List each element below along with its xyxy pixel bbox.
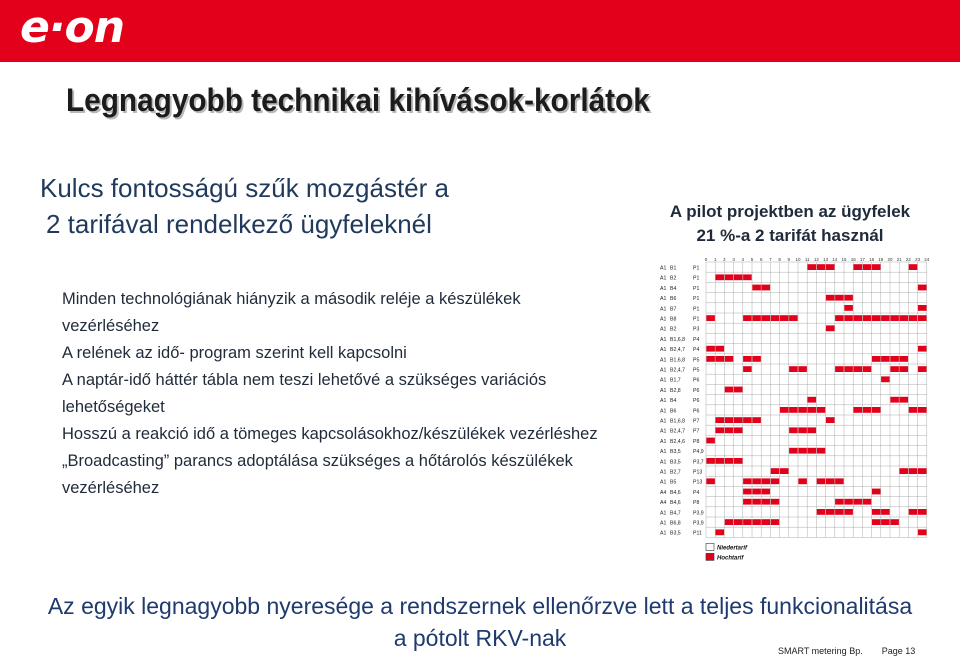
hour-label: 4 (741, 257, 745, 262)
row-label: B1,6,8 (670, 418, 685, 425)
hochtarif-cell (734, 519, 743, 525)
hochtarif-cell (743, 356, 752, 362)
row-label: B4,6 (670, 500, 681, 507)
hochtarif-cell (854, 499, 863, 505)
row-label: A1 (660, 408, 667, 415)
row-label: P8 (693, 438, 700, 445)
row-label: A1 (660, 479, 667, 486)
bullet-list (62, 286, 652, 502)
hochtarif-cell (890, 315, 899, 321)
hochtarif-cell (826, 264, 835, 270)
row-label: B2,4,7 (670, 367, 685, 374)
hochtarif-cell (716, 356, 725, 362)
row-label: B8 (670, 316, 677, 323)
hochtarif-cell (798, 366, 807, 372)
hochtarif-cell (752, 478, 761, 484)
hour-label: 13 (823, 257, 829, 262)
hochtarif-cell (900, 397, 909, 403)
row-label: A4 (660, 489, 667, 496)
pilot-line-2: 21 %-a 2 tarifát használ (696, 226, 884, 245)
hochtarif-cell (826, 325, 835, 331)
legend-niedertarif: Niedertarif (717, 545, 748, 552)
hochtarif-cell (780, 468, 789, 474)
row-label: P1 (693, 265, 700, 272)
hour-label: 3 (732, 257, 735, 262)
row-label: P6 (693, 387, 700, 394)
hochtarif-cell (817, 407, 826, 413)
hochtarif-cell (743, 366, 752, 372)
hochtarif-cell (734, 274, 743, 280)
hochtarif-cell (826, 509, 835, 515)
hochtarif-cell (909, 468, 918, 474)
row-label: P7 (693, 428, 700, 435)
hochtarif-cell (808, 397, 817, 403)
row-label: P5 (693, 357, 700, 364)
hochtarif-cell (863, 366, 872, 372)
row-label: P4 (693, 336, 700, 343)
hochtarif-cell (725, 387, 734, 393)
hochtarif-cell (752, 417, 761, 423)
hochtarif-cell (752, 499, 761, 505)
hochtarif-cell (771, 468, 780, 474)
hochtarif-cell (798, 478, 807, 484)
hochtarif-cell (817, 478, 826, 484)
hochtarif-cell (725, 519, 734, 525)
hochtarif-cell (900, 315, 909, 321)
hochtarif-cell (798, 407, 807, 413)
hochtarif-cell (863, 315, 872, 321)
bullet-line: A naptár-idő háttér tábla nem teszi lehetővé a szükséges variációs (62, 371, 547, 389)
row-label: B1 (670, 265, 677, 272)
hochtarif-cell (808, 448, 817, 454)
row-label: P6 (693, 408, 700, 415)
row-label: A1 (660, 449, 667, 456)
hochtarif-cell (762, 478, 771, 484)
hochtarif-cell (771, 519, 780, 525)
row-label: P4 (693, 489, 700, 496)
hochtarif-cell (817, 509, 826, 515)
hochtarif-cell (762, 489, 771, 495)
hochtarif-cell (798, 448, 807, 454)
hour-label: 1 (713, 257, 717, 262)
footer-event: SMART metering Bp. (778, 646, 863, 656)
hochtarif-cell (872, 315, 881, 321)
row-label: B6 (670, 408, 677, 415)
row-label: P3,7 (693, 459, 704, 466)
hour-label: 24 (924, 257, 930, 262)
row-label: P1 (693, 296, 700, 303)
hochtarif-cell (789, 448, 798, 454)
row-label: P13 (693, 479, 703, 486)
row-label: P6 (693, 377, 700, 384)
pilot-caption (640, 200, 940, 248)
hochtarif-cell (780, 315, 789, 321)
conclusion-line-2: a pótolt RKV-nak (393, 625, 567, 651)
hochtarif-cell (854, 264, 863, 270)
hour-label: 21 (896, 257, 902, 262)
row-label: P1 (693, 285, 700, 292)
hochtarif-cell (780, 407, 789, 413)
row-label: A1 (660, 459, 667, 466)
row-label: B4 (670, 285, 677, 292)
row-label: P4,9 (693, 449, 704, 456)
row-label: A1 (660, 265, 667, 272)
row-label: B2 (670, 275, 677, 282)
hochtarif-cell (789, 315, 798, 321)
hochtarif-cell (854, 366, 863, 372)
row-label: A1 (660, 530, 667, 537)
row-label: B5 (670, 479, 677, 486)
hochtarif-cell (743, 274, 752, 280)
row-label: P3 (693, 326, 700, 333)
conclusion-line-1: Az egyik legnagyobb nyeresége a rendszernek ellenőrzve lett a teljes funkcionalitása (47, 593, 913, 619)
subtitle-line: 2 tarifával rendelkező ügyfeleknél (46, 209, 432, 239)
footer (778, 646, 915, 656)
hochtarif-cell (706, 315, 715, 321)
hour-label: 17 (859, 257, 865, 262)
hochtarif-cell (771, 499, 780, 505)
row-label: B1,6,8 (670, 336, 685, 343)
hochtarif-cell (909, 407, 918, 413)
row-label: P6 (693, 398, 700, 405)
hochtarif-cell (890, 397, 899, 403)
hochtarif-cell (900, 468, 909, 474)
hour-label: 15 (841, 257, 847, 262)
hochtarif-cell (734, 387, 743, 393)
row-label: A1 (660, 510, 667, 517)
conclusion (0, 590, 960, 654)
hochtarif-cell (872, 489, 881, 495)
hochtarif-cell (743, 478, 752, 484)
hochtarif-cell (808, 264, 817, 270)
hochtarif-cell (881, 376, 890, 382)
row-label: A1 (660, 326, 667, 333)
hochtarif-cell (716, 346, 725, 352)
hochtarif-cell (918, 346, 927, 352)
hochtarif-cell (835, 499, 844, 505)
tariff-schedule-svg (660, 256, 940, 566)
row-label: B4 (670, 398, 677, 405)
hochtarif-cell (900, 356, 909, 362)
hour-label: 11 (804, 257, 810, 262)
hochtarif-cell (817, 264, 826, 270)
row-label: B4,6 (670, 489, 681, 496)
hochtarif-cell (890, 519, 899, 525)
hour-label: 6 (759, 257, 763, 262)
hochtarif-cell (743, 315, 752, 321)
hour-label: 22 (905, 257, 911, 262)
row-label: B1,6,8 (670, 357, 685, 364)
hochtarif-cell (881, 315, 890, 321)
hochtarif-cell (817, 448, 826, 454)
hochtarif-cell (725, 417, 734, 423)
legend-hochtarif: Hochtarif (717, 555, 744, 562)
row-label: A1 (660, 367, 667, 374)
hochtarif-cell (835, 315, 844, 321)
hour-label: 12 (813, 257, 819, 262)
row-label: A4 (660, 500, 667, 507)
row-label: A1 (660, 306, 667, 313)
hochtarif-cell (734, 417, 743, 423)
hochtarif-cell (762, 285, 771, 291)
hochtarif-cell (716, 417, 725, 423)
hour-label: 14 (832, 257, 838, 262)
hochtarif-cell (716, 427, 725, 433)
row-label: B7 (670, 306, 677, 313)
row-label: A1 (660, 377, 667, 384)
bullet-line: Minden technológiának hiányzik a második reléje a készülékek (62, 290, 521, 308)
legend-swatch-niedertarif (706, 543, 714, 550)
hochtarif-cell (706, 356, 715, 362)
row-label: B1,7 (670, 377, 681, 384)
hochtarif-cell (752, 519, 761, 525)
hour-label: 19 (878, 257, 884, 262)
hochtarif-cell (725, 356, 734, 362)
footer-page: Page 13 (881, 646, 916, 656)
hochtarif-cell (762, 315, 771, 321)
hochtarif-cell (716, 274, 725, 280)
hochtarif-cell (918, 529, 927, 535)
hochtarif-cell (743, 499, 752, 505)
hochtarif-cell (918, 468, 927, 474)
row-label: B3,5 (670, 459, 681, 466)
hochtarif-cell (706, 346, 715, 352)
row-label: P7 (693, 418, 700, 425)
hochtarif-cell (826, 295, 835, 301)
hochtarif-cell (854, 315, 863, 321)
hochtarif-cell (881, 519, 890, 525)
hour-label: 10 (795, 257, 801, 262)
row-label: A1 (660, 520, 667, 527)
row-label: P13 (693, 469, 703, 476)
hochtarif-cell (890, 356, 899, 362)
eon-logo: e·on (20, 2, 125, 53)
hour-label: 23 (915, 257, 921, 262)
row-label: B2 (670, 326, 677, 333)
header-bar (0, 0, 960, 62)
hochtarif-cell (909, 509, 918, 515)
hochtarif-cell (789, 366, 798, 372)
tariff-schedule-table (660, 256, 940, 566)
hochtarif-cell (835, 478, 844, 484)
row-label: B2,4,7 (670, 428, 685, 435)
hochtarif-cell (844, 315, 853, 321)
hochtarif-cell (706, 478, 715, 484)
hochtarif-cell (918, 285, 927, 291)
hour-label: 16 (850, 257, 856, 262)
hochtarif-cell (918, 315, 927, 321)
hochtarif-cell (706, 438, 715, 444)
hochtarif-cell (808, 427, 817, 433)
row-label: P11 (693, 530, 702, 537)
row-label: A1 (660, 285, 667, 292)
row-label: B4,7 (670, 510, 681, 517)
row-label: A1 (660, 418, 667, 425)
hochtarif-cell (909, 264, 918, 270)
hochtarif-cell (716, 458, 725, 464)
hochtarif-cell (789, 427, 798, 433)
bullet-line: „Broadcasting” parancs adoptálása szükséges a hőtárolós készülékek (62, 452, 573, 470)
row-label: P3,9 (693, 510, 704, 517)
row-label: P8 (693, 500, 700, 507)
hochtarif-cell (872, 264, 881, 270)
row-label: P3,9 (693, 520, 704, 527)
bullet-line: vezérléséhez (62, 479, 160, 497)
hochtarif-cell (752, 285, 761, 291)
row-label: B2,4,6 (670, 438, 685, 445)
hochtarif-cell (835, 366, 844, 372)
hochtarif-cell (881, 509, 890, 515)
hochtarif-cell (808, 407, 817, 413)
row-label: A1 (660, 469, 667, 476)
hochtarif-cell (872, 407, 881, 413)
legend-swatch-hochtarif (706, 553, 714, 560)
hochtarif-cell (918, 407, 927, 413)
hochtarif-cell (725, 427, 734, 433)
row-label: P1 (693, 306, 700, 313)
hochtarif-cell (798, 427, 807, 433)
hochtarif-cell (762, 519, 771, 525)
hochtarif-cell (743, 489, 752, 495)
hochtarif-cell (826, 478, 835, 484)
hochtarif-cell (854, 407, 863, 413)
hochtarif-cell (734, 458, 743, 464)
hochtarif-cell (826, 417, 835, 423)
hochtarif-cell (844, 366, 853, 372)
hour-label: 7 (769, 257, 772, 262)
hochtarif-cell (863, 264, 872, 270)
row-label: B6,8 (670, 520, 681, 527)
pilot-line-1: A pilot projektben az ügyfelek (669, 202, 911, 221)
page-title: Legnagyobb technikai kihívások-korlátok (66, 82, 650, 118)
hochtarif-cell (771, 478, 780, 484)
subtitle (40, 170, 449, 242)
hochtarif-cell (918, 509, 927, 515)
hochtarif-cell (716, 529, 725, 535)
row-label: A1 (660, 316, 667, 323)
hochtarif-cell (725, 274, 734, 280)
row-label: A1 (660, 438, 667, 445)
hochtarif-cell (909, 315, 918, 321)
bullet-line: A relének az idő- program szerint kell kapcsolni (62, 344, 407, 362)
row-label: A1 (660, 275, 667, 282)
hochtarif-cell (743, 417, 752, 423)
hochtarif-cell (762, 499, 771, 505)
row-label: A1 (660, 357, 667, 364)
bullet-line: vezérléséhez (62, 317, 160, 335)
hochtarif-cell (743, 519, 752, 525)
hochtarif-cell (918, 366, 927, 372)
bullet-line: lehetőségeket (62, 398, 165, 416)
hochtarif-cell (752, 489, 761, 495)
row-label: B2,8 (670, 387, 681, 394)
hochtarif-cell (881, 356, 890, 362)
hochtarif-cell (771, 315, 780, 321)
hochtarif-cell (872, 509, 881, 515)
hochtarif-cell (752, 356, 761, 362)
hochtarif-cell (835, 295, 844, 301)
row-label: B3,5 (670, 530, 681, 537)
row-label: B6 (670, 296, 677, 303)
hochtarif-cell (844, 305, 853, 311)
hochtarif-cell (872, 519, 881, 525)
hochtarif-cell (725, 458, 734, 464)
hour-label: 0 (704, 257, 708, 262)
hour-label: 20 (887, 257, 893, 262)
row-label: A1 (660, 387, 667, 394)
hour-label: 2 (723, 257, 726, 262)
hochtarif-cell (890, 366, 899, 372)
row-label: P1 (693, 316, 700, 323)
row-label: A1 (660, 398, 667, 405)
hochtarif-cell (863, 407, 872, 413)
bullet-line: Hosszú a reakció idő a tömeges kapcsolásokhoz/készülékek vezérléshez (62, 425, 598, 443)
hochtarif-cell (835, 509, 844, 515)
hochtarif-cell (789, 407, 798, 413)
hochtarif-cell (872, 356, 881, 362)
row-label: P4 (693, 347, 700, 354)
row-label: B2,7 (670, 469, 681, 476)
hochtarif-cell (918, 305, 927, 311)
hochtarif-cell (706, 458, 715, 464)
row-label: A1 (660, 347, 667, 354)
row-label: B3,5 (670, 449, 681, 456)
hochtarif-cell (844, 499, 853, 505)
hour-label: 5 (750, 257, 754, 262)
hochtarif-cell (844, 295, 853, 301)
row-label: P1 (693, 275, 700, 282)
row-label: B2,4,7 (670, 347, 685, 354)
hochtarif-cell (734, 427, 743, 433)
hour-label: 18 (869, 257, 875, 262)
hochtarif-cell (863, 499, 872, 505)
hochtarif-cell (900, 366, 909, 372)
hour-label: 8 (778, 257, 781, 262)
hour-label: 9 (787, 257, 791, 262)
row-label: A1 (660, 296, 667, 303)
row-label: A1 (660, 336, 667, 343)
row-label: P5 (693, 367, 700, 374)
row-label: A1 (660, 428, 667, 435)
subtitle-line: Kulcs fontosságú szűk mozgástér a (40, 173, 449, 203)
hochtarif-cell (752, 315, 761, 321)
hochtarif-cell (844, 509, 853, 515)
